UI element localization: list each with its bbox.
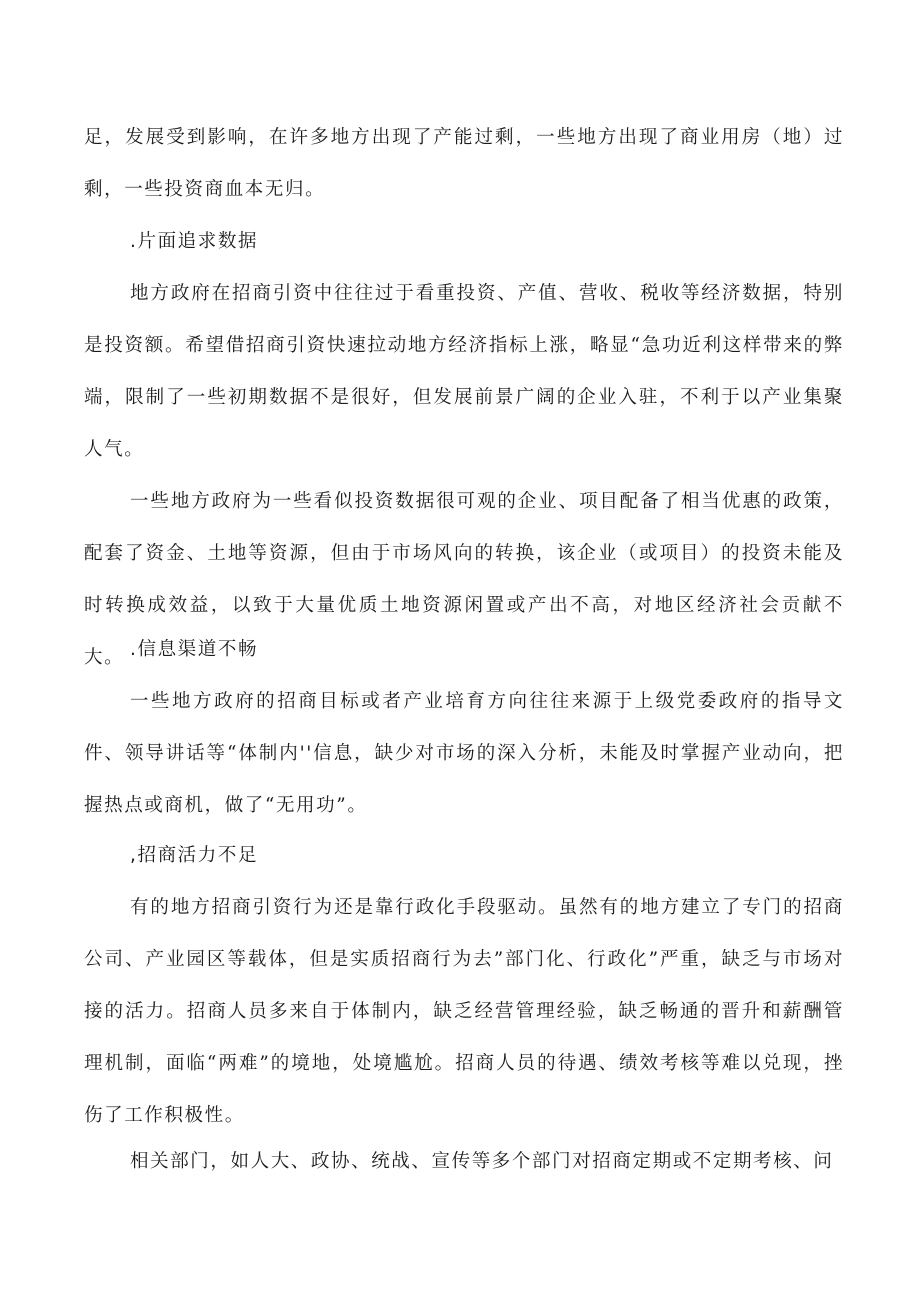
paragraph-preferential-policy: 一些地方政府为一些看似投资数据很可观的企业、项目配备了相当优惠的政策，配套了资金、土地等资源，但由于市场风向的转换，该企业（或项目）的投资未能及时转换成效益，以致于大量优质土地资源闲置或产出不高，对地区经济社会贡献不大。 (84, 491, 844, 668)
heading-info-channels: .信息渠道不畅 (130, 639, 259, 660)
paragraph-economic-data: 地方政府在招商引资中往往过于看重投资、产值、营收、税收等经济数据，特别是投资额。希望借招商引资快速拉动地方经济指标上涨，略显“急功近利这样带来的弊端，限制了一些初期数据不是很好，但发展前景广阔的企业入驻，不利于以产业集聚人气。 (84, 283, 844, 460)
paragraph-info-sources: 一些地方政府的招商目标或者产业培育方向往往来源于上级党委政府的指导文件、领导讲话等“体制内''信息，缺少对市场的深入分析，未能及时掌握产业动向，把握热点或商机，做了“无用功”。 (84, 691, 844, 816)
paragraph-departments-assessment: 相关部门，如人大、政协、统战、宣传等多个部门对招商定期或不定期考核、问 (130, 1151, 834, 1172)
paragraph-administrative-drive: 有的地方招商引资行为还是靠行政化手段驱动。虽然有的地方建立了专门的招商公司、产业园区等载体，但是实质招商行为去”部门化、行政化”严重，缺乏与市场对接的活力。招商人员多来自于体制内，缺乏经营管理经验，缺乏畅通的晋升和薪酬管理机制，面临“两难”的境地，处境尴尬。招商人员的待遇、绩效考核等难以兑现，挫伤了工作积极性。 (84, 897, 844, 1126)
heading-data-pursuit: .片面追求数据 (130, 231, 259, 252)
paragraph-overcapacity-end: 足，发展受到影响，在许多地方出现了产能过剩，一些地方出现了商业用房（地）过剩，一些投资商血本无归。 (84, 127, 844, 200)
heading-lack-of-vitality: ,招商活力不足 (130, 845, 259, 866)
